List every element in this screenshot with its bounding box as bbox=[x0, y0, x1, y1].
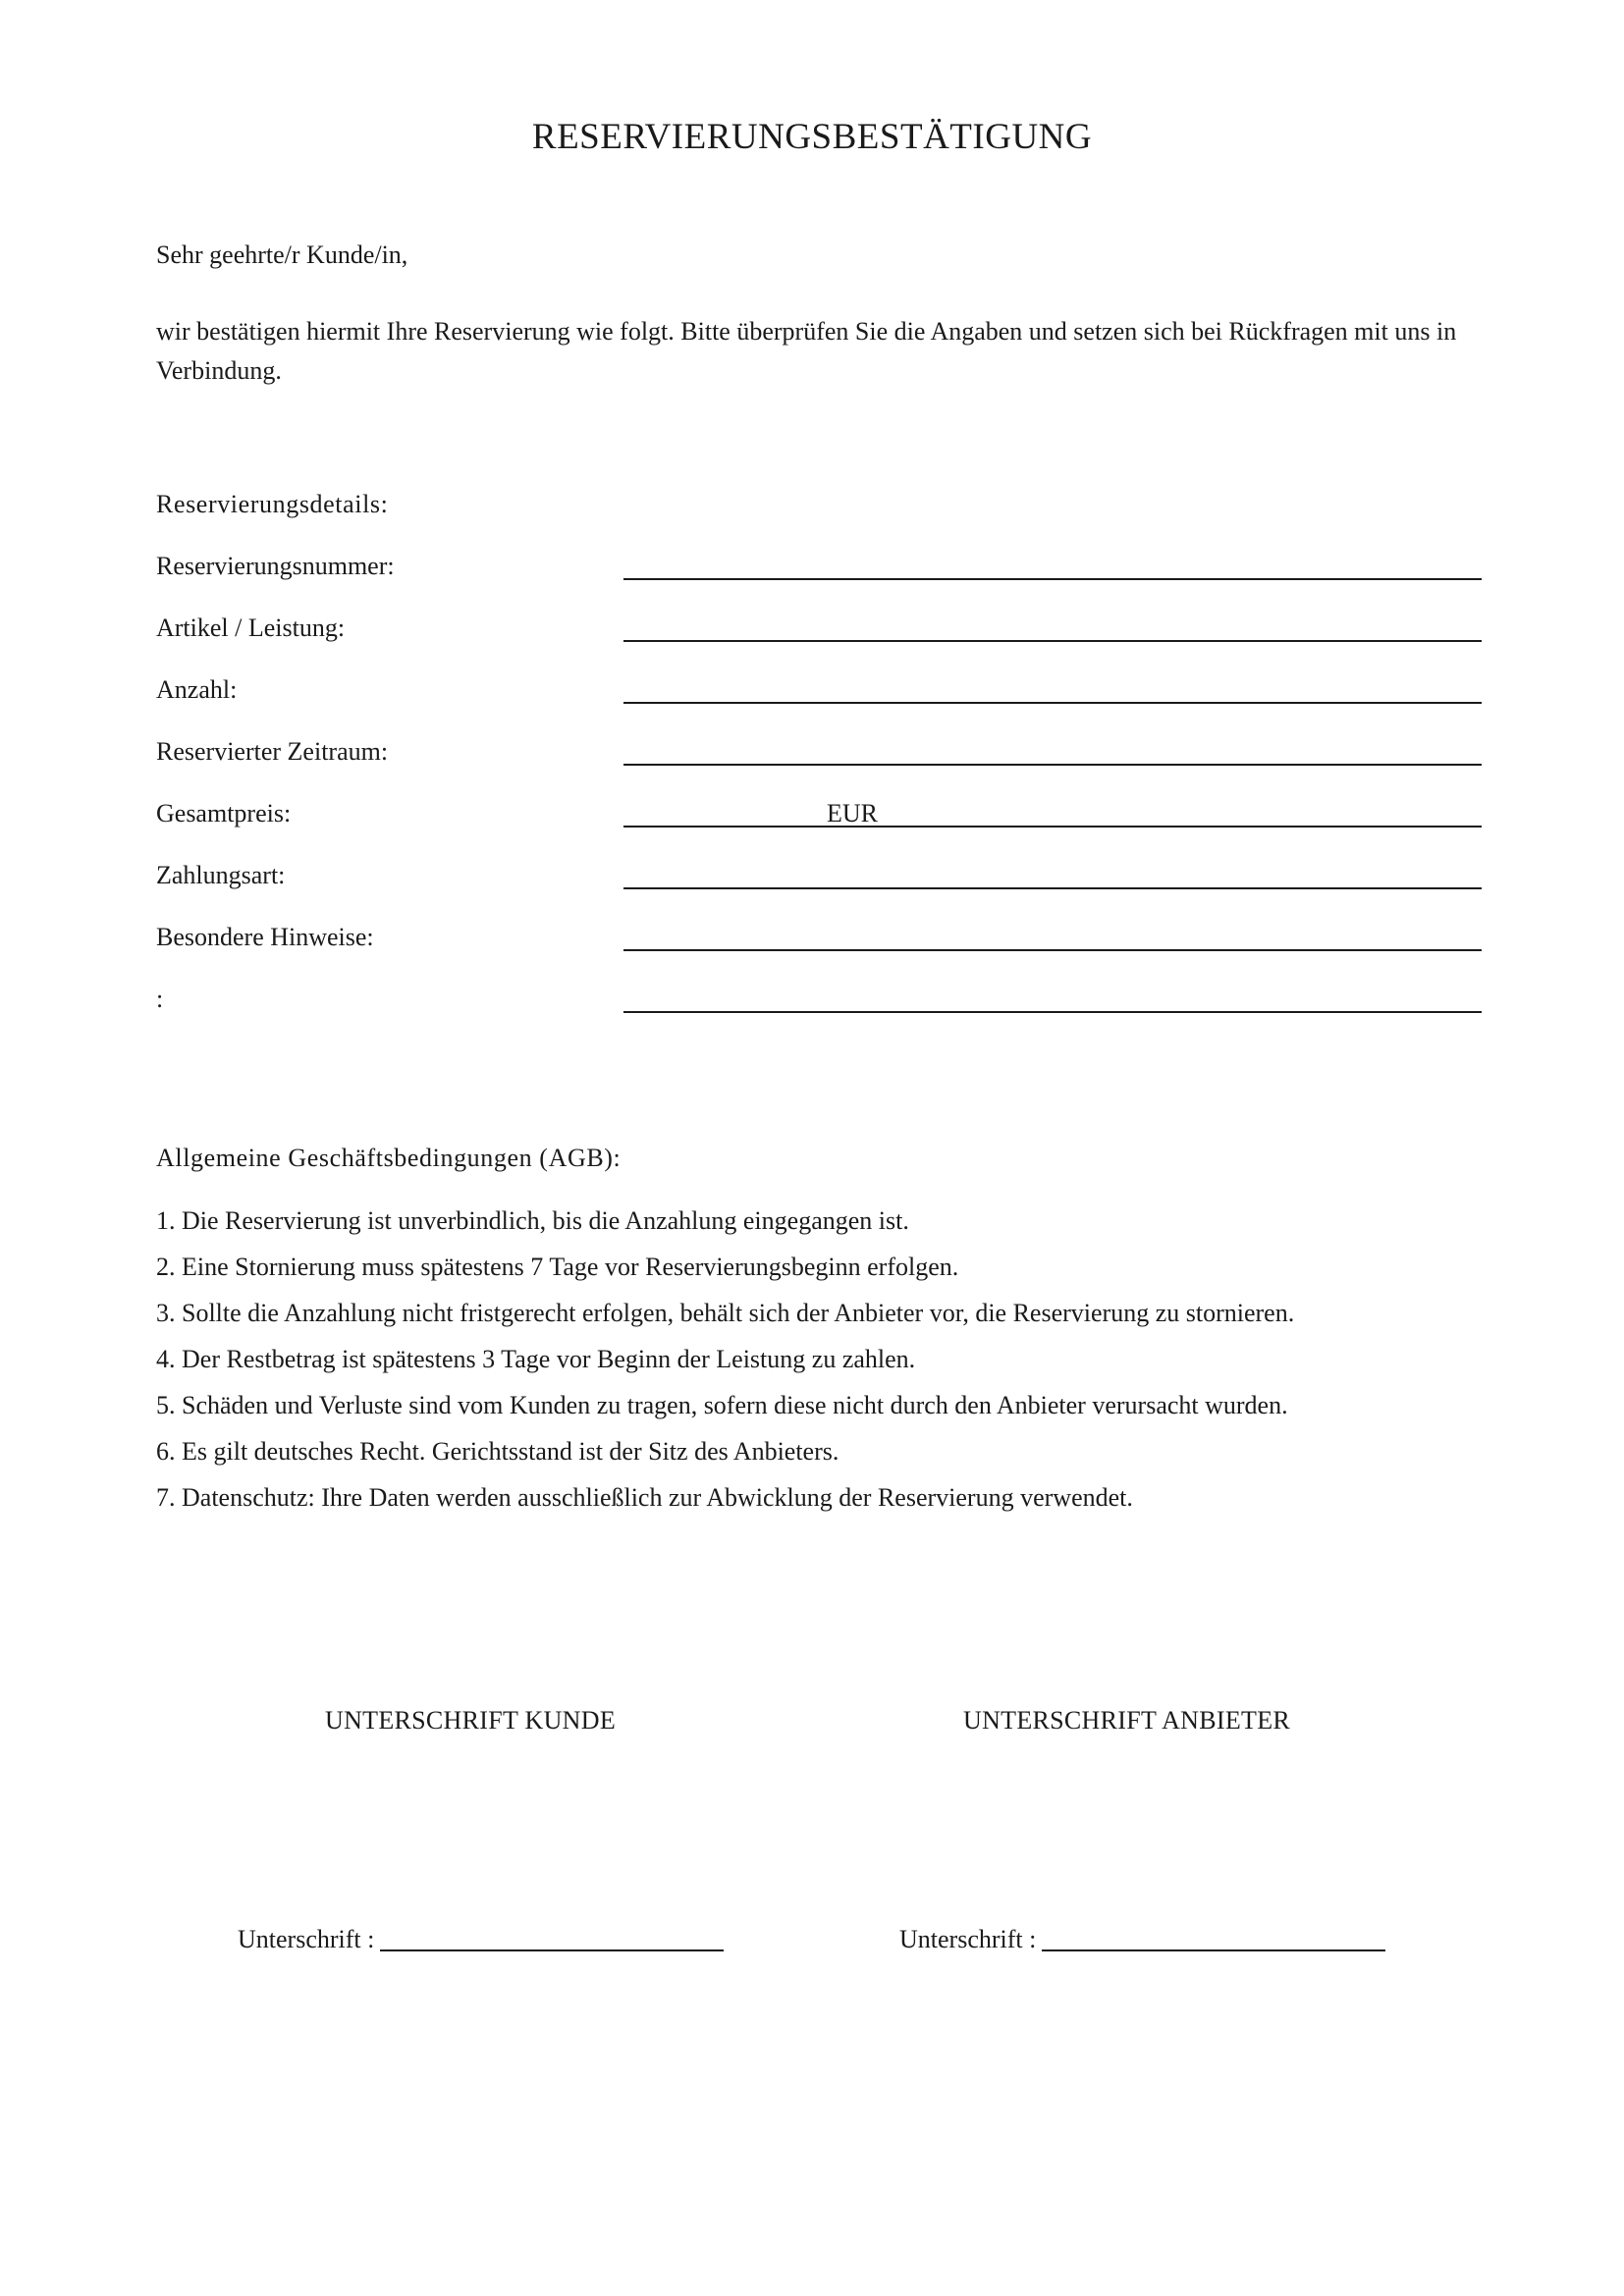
terms-item: 5. Schäden und Verluste sind vom Kunden zu tragen, sofern diese nicht durch den Anbieter verursacht wurden. bbox=[156, 1391, 1288, 1419]
signature-line-customer[interactable] bbox=[380, 1920, 724, 1951]
field-input-line[interactable] bbox=[623, 578, 1482, 580]
field-quantity bbox=[156, 670, 1482, 710]
field-input-line[interactable] bbox=[623, 702, 1482, 704]
terms-item: 3. Sollte die Anzahlung nicht fristgerecht erfolgen, behält sich der Anbieter vor, die Reservierung zu stornieren. bbox=[156, 1299, 1295, 1327]
field-reserved-period bbox=[156, 732, 1482, 772]
field-payment-method bbox=[156, 856, 1482, 895]
field-total-price bbox=[156, 794, 1482, 833]
terms-item: 1. Die Reservierung ist unverbindlich, bis die Anzahlung eingegangen ist. bbox=[156, 1206, 909, 1235]
field-reservation-number bbox=[156, 547, 1482, 586]
terms-item: 2. Eine Stornierung muss spätestens 7 Tage vor Reservierungsbeginn erfolgen. bbox=[156, 1253, 959, 1281]
signature-block-provider bbox=[899, 1920, 1385, 1959]
field-item-service bbox=[156, 609, 1482, 648]
signature-label: Unterschrift : bbox=[899, 1925, 1037, 1953]
details-heading: Reservierungsdetails: bbox=[156, 490, 389, 518]
field-input-line[interactable] bbox=[623, 949, 1482, 951]
field-special-notes bbox=[156, 918, 1482, 957]
document-title: RESERVIERUNGSBESTÄTIGUNG bbox=[531, 117, 1093, 157]
field-label: : bbox=[156, 985, 164, 1013]
salutation: Sehr geehrte/r Kunde/in, bbox=[156, 240, 408, 269]
field-input-line[interactable] bbox=[623, 764, 1482, 766]
field-input-line[interactable] bbox=[623, 887, 1482, 889]
currency-label: EUR bbox=[827, 799, 878, 828]
signature-block-customer bbox=[238, 1920, 724, 1959]
field-label: Anzahl: bbox=[156, 675, 238, 704]
terms-item: 6. Es gilt deutsches Recht. Gerichtsstand ist der Sitz des Anbieters. bbox=[156, 1437, 839, 1466]
field-label: Reservierter Zeitraum: bbox=[156, 737, 389, 766]
signature-label: Unterschrift : bbox=[238, 1925, 375, 1953]
field-extra bbox=[156, 980, 1482, 1019]
field-label: Gesamtpreis: bbox=[156, 799, 292, 828]
field-label: Artikel / Leistung: bbox=[156, 614, 346, 642]
field-input-line[interactable] bbox=[623, 1011, 1482, 1013]
terms-item: 4. Der Restbetrag ist spätestens 3 Tage vor Beginn der Leistung zu zahlen. bbox=[156, 1345, 916, 1373]
terms-item: 7. Datenschutz: Ihre Daten werden ausschließlich zur Abwicklung der Reservierung verwendet. bbox=[156, 1483, 1133, 1512]
signature-heading-customer: UNTERSCHRIFT KUNDE bbox=[325, 1706, 616, 1735]
field-label: Zahlungsart: bbox=[156, 861, 286, 889]
field-input-line[interactable] bbox=[623, 640, 1482, 642]
signature-heading-provider: UNTERSCHRIFT ANBIETER bbox=[963, 1706, 1291, 1735]
intro-paragraph: wir bestätigen hiermit Ihre Reservierung wie folgt. Bitte überprüfen Sie die Angaben und setzen sich bei Rückfragen mit uns in Verbindung. bbox=[156, 317, 1457, 385]
signature-line-provider[interactable] bbox=[1042, 1920, 1385, 1951]
field-label: Besondere Hinweise: bbox=[156, 923, 374, 951]
field-label: Reservierungsnummer: bbox=[156, 552, 395, 580]
terms-heading: Allgemeine Geschäftsbedingungen (AGB): bbox=[156, 1144, 622, 1172]
field-input-line[interactable] bbox=[623, 826, 1482, 828]
